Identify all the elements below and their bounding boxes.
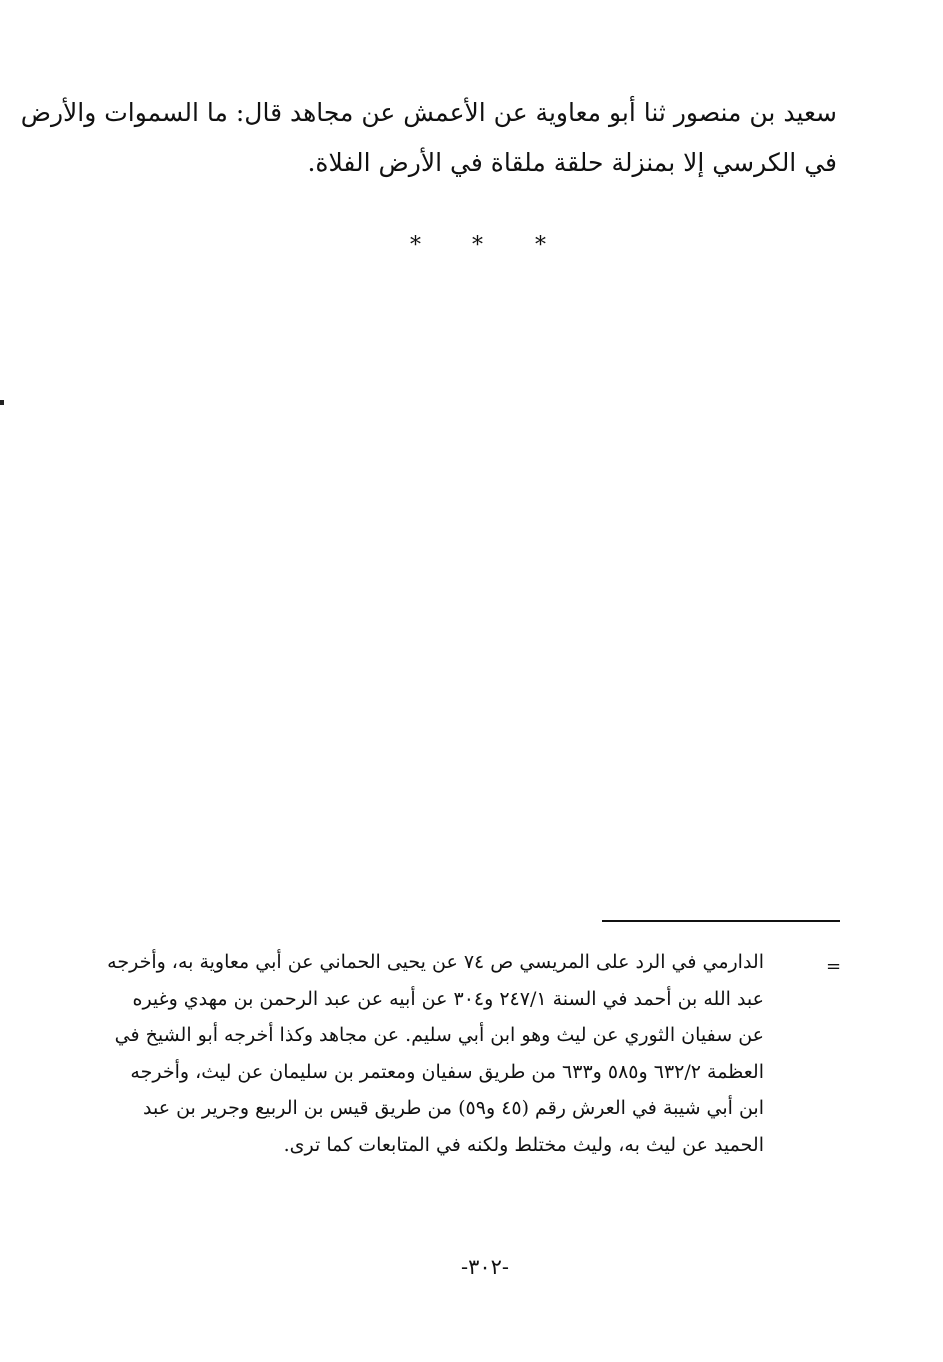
asterisk-separator-icon: * [410,233,421,258]
asterisk-separator-icon: * [472,233,483,258]
scan-mark [0,400,4,405]
main-text [20,88,837,188]
main-text-line: سعيد بن منصور ثنا أبو معاوية عن الأعمش عن مجاهد قال: ما السموات والأرض [20,98,837,127]
footnote-continuation-mark: = [826,956,842,977]
section-separator [395,228,565,264]
footnote-line: عبد الله بن أحمد في السنة ٢٤٧/١ و٣٠٤ عن أبيه عن عبد الرحمن بن مهدي وغيره [132,987,764,1010]
main-text-line: في الكرسي إلا بمنزلة حلقة ملقاة في الأرض الفلاة. [307,148,837,177]
footnote-line: عن سفيان الثوري عن ليث وهو ابن أبي سليم. عن مجاهد وكذا أخرجه أبو الشيخ في [114,1024,764,1046]
footnote-line: الحميد عن ليث به، وليث مختلط ولكنه في المتابعات كما ترى. [283,1133,764,1156]
asterisk-separator-icon: * [535,233,546,258]
footnote-line: العظمة ٦٣٢/٢ و٥٨٥ و٦٣٣ من طريق سفيان ومعتمر بن سليمان عن ليث، وأخرجه [130,1060,764,1083]
footnote-line: ابن أبي شيبة في العرش رقم (٤٥ و٥٩) من طريق قيس بن الربيع وجرير بن عبد [142,1097,764,1119]
footnote-line: الدارمي في الرد على المريسي ص ٧٤ عن يحيى الحماني عن أبي معاوية به، وأخرجه [107,951,764,973]
footnote-divider [602,920,840,922]
page-number: -٣٠٢- [460,1255,510,1279]
footnote [107,944,764,1163]
